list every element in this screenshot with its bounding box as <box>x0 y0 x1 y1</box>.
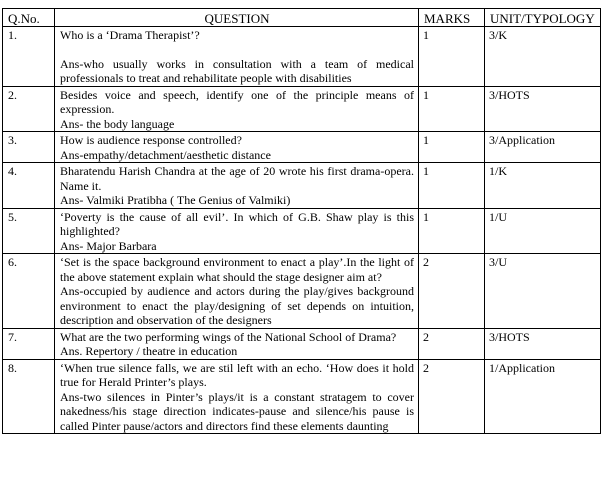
question-text: ‘Poverty is the cause of all evil’. In which of G.B. Shaw play is this highlighted? <box>60 209 414 238</box>
marks-cell: 2 <box>419 254 485 329</box>
answer-text: Ans-occupied by audience and actors during the play/gives background environment to enact the play/designing of set depends on intuition, description and observation of the designers <box>60 284 414 327</box>
unit-cell: 1/U <box>485 208 601 254</box>
unit-cell: 1/Application <box>485 359 601 434</box>
question-number: 3. <box>3 132 55 163</box>
table-row <box>3 328 601 359</box>
answer-text: Ans- Major Barbara <box>60 238 157 253</box>
unit-cell: 3/HOTS <box>485 86 601 132</box>
header-qno: Q.No. <box>3 9 55 27</box>
unit-cell: 3/HOTS <box>485 328 601 359</box>
question-number: 4. <box>3 163 55 209</box>
answer-text: Ans- the body language <box>60 116 175 131</box>
question-number: 1. <box>3 27 55 87</box>
marks-cell: 2 <box>419 328 485 359</box>
question-cell <box>55 359 419 434</box>
answer-text: Ans-two silences in Pinter’s plays/it is a constant stratagem to cover nakedness/his stage direction indicates-pause and silence/his pause is called Pinter pause/actors and directors find these elements daunting <box>60 389 414 433</box>
header-row <box>3 9 601 27</box>
question-cell <box>55 132 419 163</box>
answer-text: Ans-who usually works in consultation with a team of medical professionals to treat and rehabilitate people with disabilities <box>60 56 414 85</box>
question-text: How is audience response controlled? <box>60 133 242 147</box>
table-row <box>3 132 601 163</box>
answer-text: Ans-empathy/detachment/aesthetic distance <box>60 147 271 162</box>
table-row <box>3 208 601 254</box>
marks-cell: 1 <box>419 86 485 132</box>
marks-cell: 1 <box>419 208 485 254</box>
marks-cell: 1 <box>419 132 485 163</box>
question-cell <box>55 27 419 87</box>
answer-text: Ans. Repertory / theatre in education <box>60 344 238 358</box>
question-text: What are the two performing wings of the National School of Drama? <box>60 329 397 344</box>
header-unit: UNIT/TYPOLOGY <box>485 9 601 27</box>
question-cell <box>55 163 419 209</box>
unit-cell: 1/K <box>485 163 601 209</box>
table-row <box>3 86 601 132</box>
unit-cell: 3/Application <box>485 132 601 163</box>
question-text: Bharatendu Harish Chandra at the age of 20 wrote his first drama-opera. Name it. <box>60 164 414 193</box>
table-row <box>3 163 601 209</box>
question-number: 5. <box>3 208 55 254</box>
question-text: ‘Set is the space background environment to enact a play’.In the light of the above statement explain what should the stage designer aim at? <box>60 255 414 284</box>
marks-cell: 1 <box>419 163 485 209</box>
question-number: 2. <box>3 86 55 132</box>
header-marks: MARKS <box>419 9 485 27</box>
question-number: 7. <box>3 328 55 359</box>
question-cell <box>55 86 419 132</box>
question-number: 8. <box>3 359 55 434</box>
header-question: QUESTION <box>55 9 419 27</box>
unit-cell: 3/U <box>485 254 601 329</box>
table-row <box>3 254 601 329</box>
table-row <box>3 359 601 434</box>
unit-cell: 3/K <box>485 27 601 87</box>
question-cell <box>55 328 419 359</box>
question-text: Besides voice and speech, identify one of the principle means of expression. <box>60 87 414 116</box>
question-text: Who is a ‘Drama Therapist’? <box>60 28 200 42</box>
marks-cell: 2 <box>419 359 485 434</box>
marks-cell: 1 <box>419 27 485 87</box>
question-cell <box>55 208 419 254</box>
question-cell <box>55 254 419 329</box>
table-row <box>3 27 601 87</box>
answer-text: Ans- Valmiki Pratibha ( The Genius of Valmiki) <box>60 193 291 207</box>
question-text: ‘When true silence falls, we are stil left with an echo. ‘How does it hold true for Herald Printer’s plays. <box>60 360 414 389</box>
question-number: 6. <box>3 254 55 329</box>
question-table <box>2 8 601 434</box>
